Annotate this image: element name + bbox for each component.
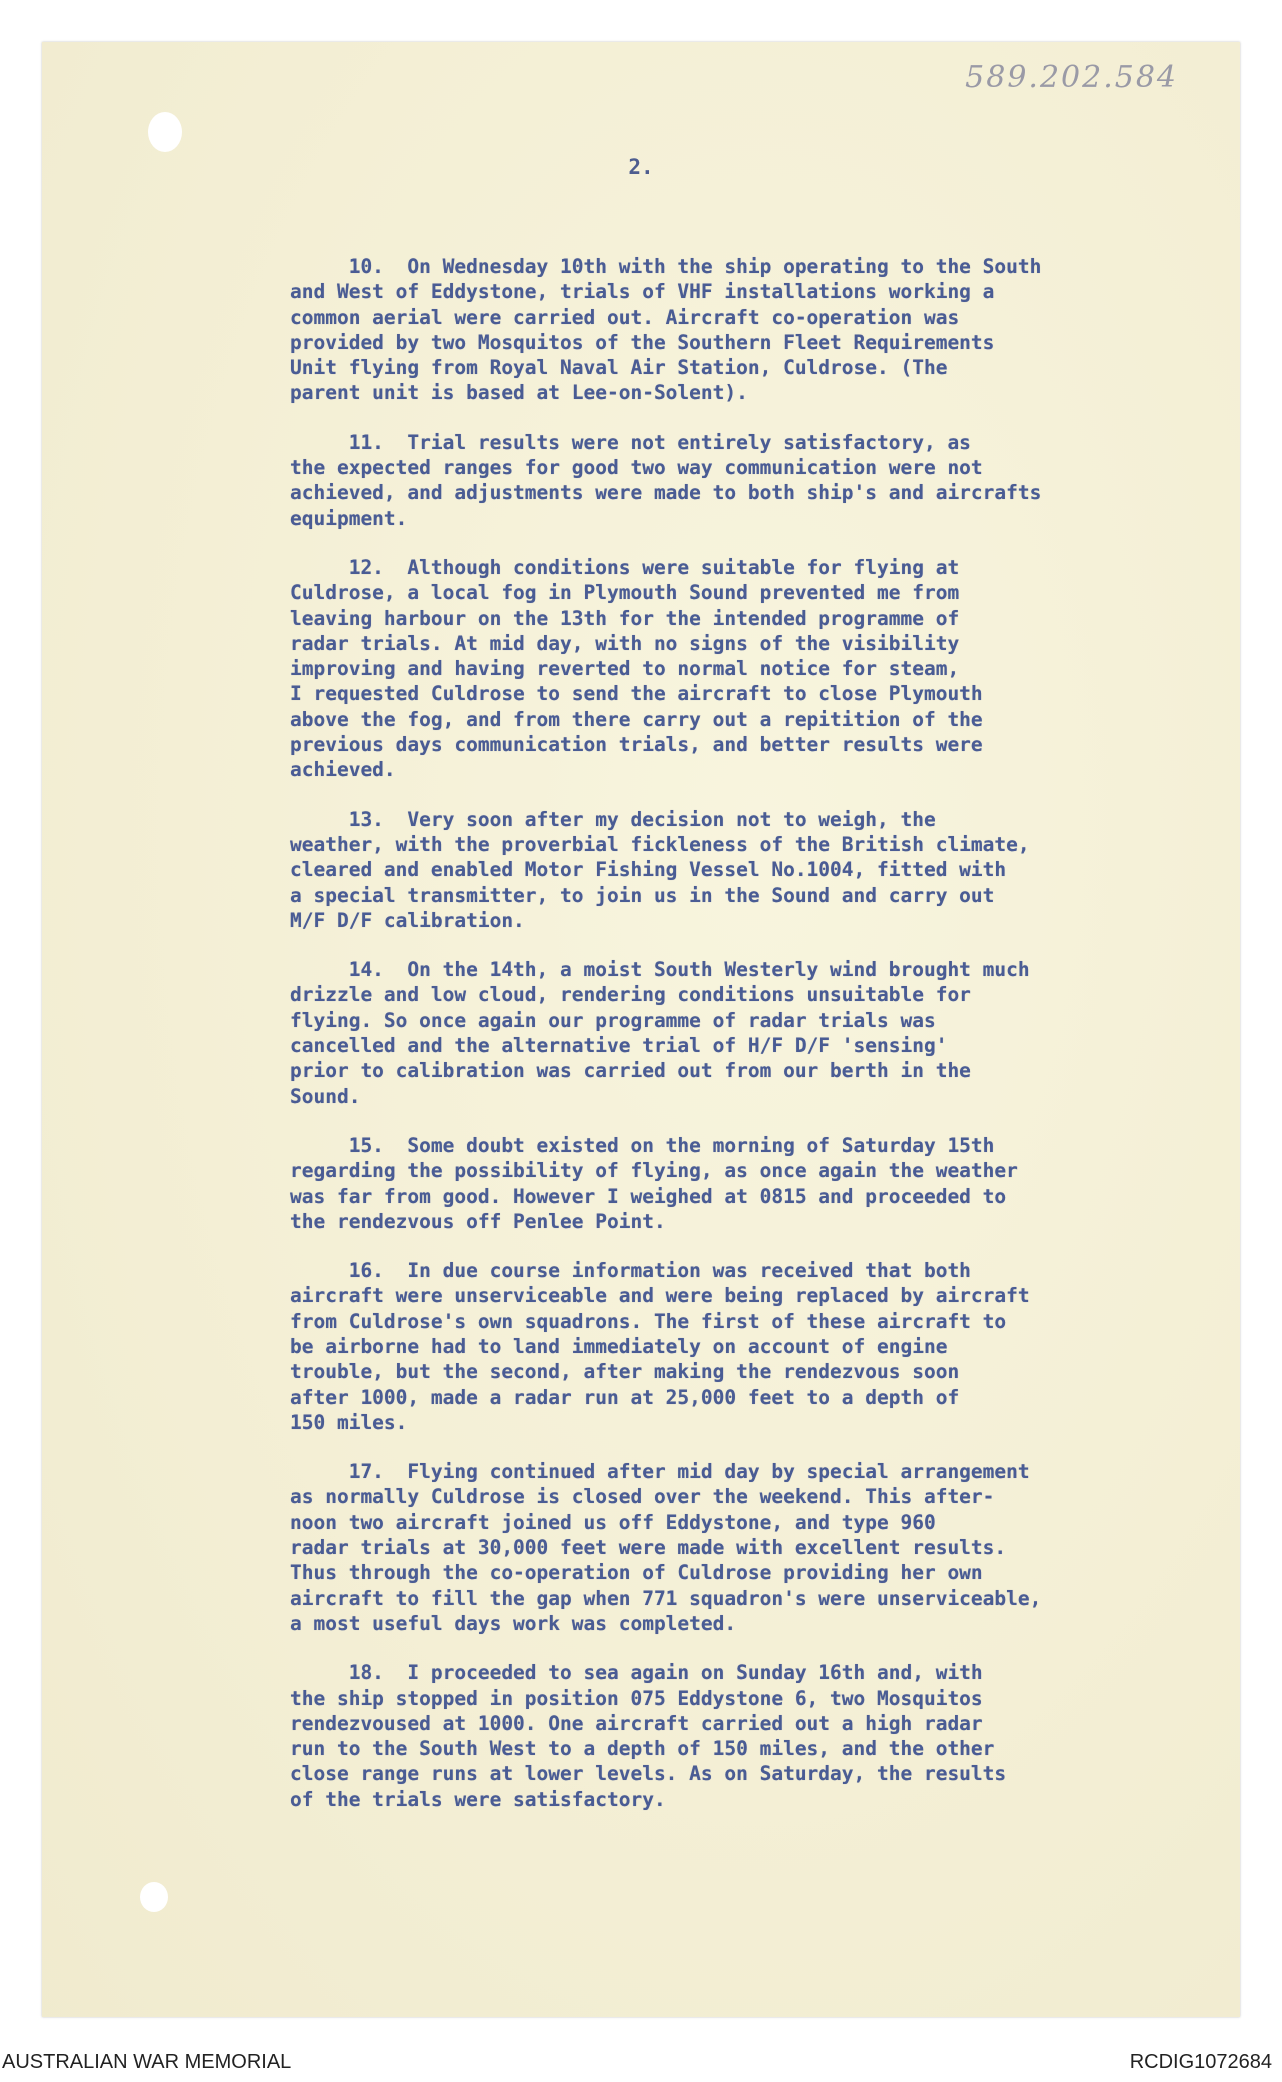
text-line: provided by two Mosquitos of the Southern Fleet Requirements (290, 330, 995, 354)
text-line: the expected ranges for good two way communication were not (290, 456, 983, 480)
text-line: Sound. (290, 1084, 361, 1108)
text-line: the ship stopped in position 075 Eddystone 6, two Mosquitos (290, 1686, 983, 1710)
text-line: previous days communication trials, and better results were (290, 733, 983, 757)
text-line: common aerial were carried out. Aircraft co-operation was (290, 305, 960, 329)
paragraph (290, 555, 1140, 783)
document-body (290, 254, 1140, 1836)
text-line: weather, with the proverbial fickleness of the British climate, (290, 832, 1030, 856)
paragraph (290, 1258, 1140, 1435)
text-line: Unit flying from Royal Naval Air Station, Culdrose. (The (290, 356, 948, 380)
text-line: after 1000, made a radar run at 25,000 feet to a depth of (290, 1385, 960, 1409)
text-line: trouble, but the second, after making the rendezvous soon (290, 1360, 960, 1384)
text-line: 12. Although conditions were suitable for flying at (290, 555, 960, 579)
text-line: the rendezvous off Penlee Point. (290, 1209, 666, 1233)
text-line: 18. I proceeded to sea again on Sunday 16th and, with (290, 1661, 983, 1685)
punch-hole-top (148, 112, 182, 152)
text-line: Culdrose, a local fog in Plymouth Sound prevented me from (290, 581, 960, 605)
text-line: close range runs at lower levels. As on Saturday, the results (290, 1762, 1007, 1786)
text-line: regarding the possibility of flying, as once again the weather (290, 1159, 1018, 1183)
footer-institution: AUSTRALIAN WAR MEMORIAL (2, 2051, 292, 2073)
text-line: 16. In due course information was received that both (290, 1259, 971, 1283)
text-line: above the fog, and from there carry out a repitition of the (290, 707, 983, 731)
text-line: radar trials. At mid day, with no signs of the visibility (290, 631, 960, 655)
paragraph (290, 1133, 1140, 1234)
paragraph (290, 807, 1140, 933)
footer-record-id: RCDIG1072684 (1129, 2051, 1272, 2073)
text-line: equipment. (290, 506, 408, 530)
text-line: aircraft were unserviceable and were being replaced by aircraft (290, 1284, 1030, 1308)
text-line: 150 miles. (290, 1410, 408, 1434)
text-line: as normally Culdrose is closed over the weekend. This after- (290, 1485, 995, 1509)
text-line: flying. So once again our programme of radar trials was (290, 1008, 936, 1032)
text-line: Thus through the co-operation of Culdrose providing her own (290, 1561, 983, 1585)
text-line: 14. On the 14th, a moist South Westerly wind brought much (290, 958, 1030, 982)
text-line: I requested Culdrose to send the aircraft to close Plymouth (290, 682, 983, 706)
text-line: 11. Trial results were not entirely satisfactory, as (290, 430, 971, 454)
text-line: 17. Flying continued after mid day by special arrangement (290, 1460, 1030, 1484)
text-line: drizzle and low cloud, rendering conditions unsuitable for (290, 983, 971, 1007)
text-line: be airborne had to land immediately on account of engine (290, 1334, 948, 1358)
text-line: a most useful days work was completed. (290, 1611, 737, 1635)
page-number: 2. (628, 155, 654, 179)
paragraph (290, 1660, 1140, 1812)
text-line: prior to calibration was carried out from our berth in the (290, 1059, 971, 1083)
text-line: 13. Very soon after my decision not to weigh, the (290, 807, 936, 831)
text-line: 15. Some doubt existed on the morning of Saturday 15th (290, 1133, 995, 1157)
text-line: noon two aircraft joined us off Eddystone, and type 960 (290, 1510, 936, 1534)
text-line: rendezvoused at 1000. One aircraft carried out a high radar (290, 1711, 983, 1735)
handwritten-reference-number: 589.202.584 (965, 60, 1178, 95)
text-line: and West of Eddystone, trials of VHF installations working a (290, 280, 995, 304)
text-line: leaving harbour on the 13th for the intended programme of (290, 606, 960, 630)
text-line: M/F D/F calibration. (290, 908, 525, 932)
text-line: of the trials were satisfactory. (290, 1787, 666, 1811)
text-line: from Culdrose's own squadrons. The first of these aircraft to (290, 1309, 1007, 1333)
paragraph (290, 430, 1140, 531)
text-line: achieved, and adjustments were made to both ship's and aircrafts (290, 481, 1042, 505)
text-line: was far from good. However I weighed at 0815 and proceeded to (290, 1184, 1007, 1208)
text-line: improving and having reverted to normal notice for steam, (290, 657, 960, 681)
punch-hole-bottom (140, 1882, 168, 1912)
text-line: aircraft to fill the gap when 771 squadron's were unserviceable, (290, 1586, 1042, 1610)
text-line: cleared and enabled Motor Fishing Vessel No.1004, fitted with (290, 858, 1007, 882)
text-line: achieved. (290, 758, 396, 782)
text-line: parent unit is based at Lee-on-Solent). (290, 381, 748, 405)
text-line: 10. On Wednesday 10th with the ship operating to the South (290, 255, 1042, 278)
paragraph (290, 957, 1140, 1109)
text-line: a special transmitter, to join us in the Sound and carry out (290, 883, 995, 907)
text-line: radar trials at 30,000 feet were made with excellent results. (290, 1536, 1007, 1560)
paragraph (290, 254, 1140, 406)
text-line: cancelled and the alternative trial of H/F D/F 'sensing' (290, 1034, 948, 1058)
paragraph (290, 1459, 1140, 1636)
text-line: run to the South West to a depth of 150 miles, and the other (290, 1737, 995, 1761)
